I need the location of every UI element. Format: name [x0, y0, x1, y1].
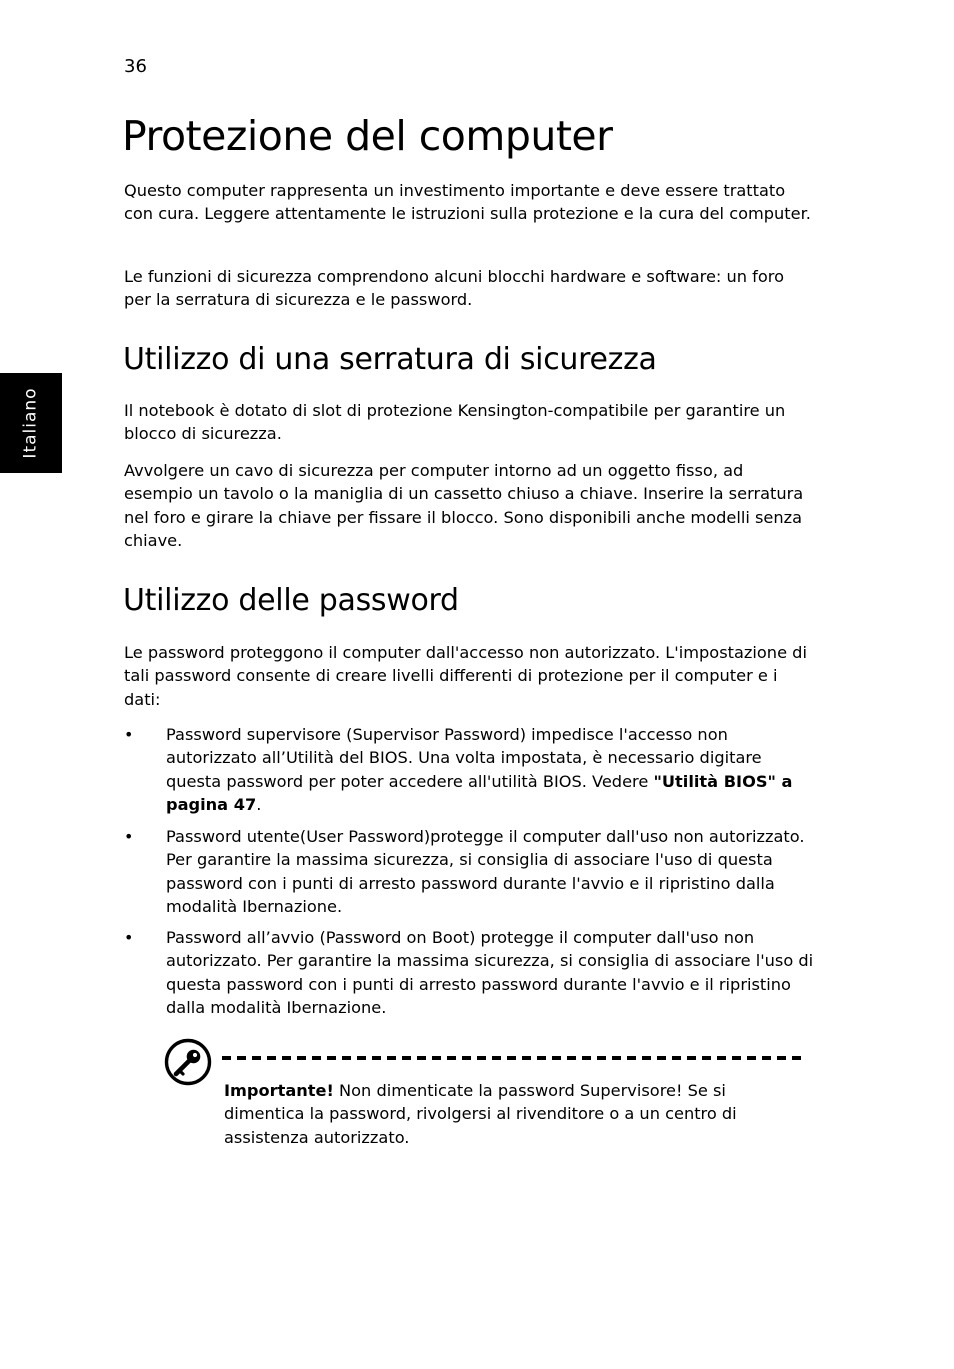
language-tab-label: Italiano	[21, 387, 42, 459]
bullet-supervisor-password	[166, 723, 816, 816]
bullet-marker: •	[124, 928, 134, 947]
page-number: 36	[124, 56, 147, 77]
bullet-user-password: Password utente(User Password)protegge il computer dall'uso non autorizzato. Per garantire la massima sicurezza, si consiglia di associare l'uso di questa password con i punti di arresto password durante l'avvio e il ripristino dalla modalità Ibernazione.	[166, 827, 805, 916]
heading-passwords: Utilizzo delle password	[123, 583, 459, 618]
password-intro: Le password proteggono il computer dall'accesso non autorizzato. L'impostazione di tali password consente di creare livelli differenti di protezione per il computer e i dati:	[124, 643, 807, 709]
bullet-supervisor-text: Password supervisore (Supervisor Password) impedisce l'accesso non autorizzato all’Utilità del BIOS. Una volta impostata, è necessario digitare questa password per poter accedere all'utilità BIOS. Vedere	[166, 725, 762, 791]
key-icon	[164, 1038, 212, 1086]
note-divider	[222, 1055, 806, 1061]
bullet-boot-password: Password all’avvio (Password on Boot) protegge il computer dall'uso non autorizzato. Per garantire la massima sicurezza, si consiglia di associare l'uso di questa password con i punti di arresto password durante l'avvio e il ripristino dalla modalità Ibernazione.	[166, 928, 814, 1017]
intro-paragraph-1: Questo computer rappresenta un investimento importante e deve essere trattato con cura. Leggere attentamente le istruzioni sulla protezione e la cura del computer.	[124, 181, 811, 224]
lock-paragraph-1: Il notebook è dotato di slot di protezione Kensington-compatibile per garantire un blocco di sicurezza.	[124, 401, 786, 444]
language-tab	[0, 373, 62, 473]
lock-paragraph-2: Avvolgere un cavo di sicurezza per computer intorno ad un oggetto fisso, ad esempio un tavolo o la maniglia di un cassetto chiuso a chiave. Inserire la serratura nel foro e girare la chiave per fissare il blocco. Sono disponibili anche modelli senza chiave.	[124, 461, 804, 550]
note-text: Non dimenticate la password Supervisore! Se si dimentica la password, rivolgersi al rivenditore o a un centro di assistenza autorizzato.	[224, 1081, 737, 1147]
bullet-marker: •	[124, 827, 134, 846]
page-title: Protezione del computer	[122, 112, 613, 160]
bios-utility-link[interactable]: "Utilità BIOS" a pagina 47	[166, 771, 793, 814]
intro-paragraph-2: Le funzioni di sicurezza comprendono alcuni blocchi hardware e software: un foro per la serratura di sicurezza e le password.	[124, 267, 784, 310]
note-label: Importante!	[224, 1081, 334, 1100]
heading-security-lock: Utilizzo di una serratura di sicurezza	[123, 342, 657, 377]
important-note	[224, 1079, 804, 1149]
bullet-marker: •	[124, 725, 134, 744]
bullet-supervisor-tail: .	[256, 794, 262, 814]
